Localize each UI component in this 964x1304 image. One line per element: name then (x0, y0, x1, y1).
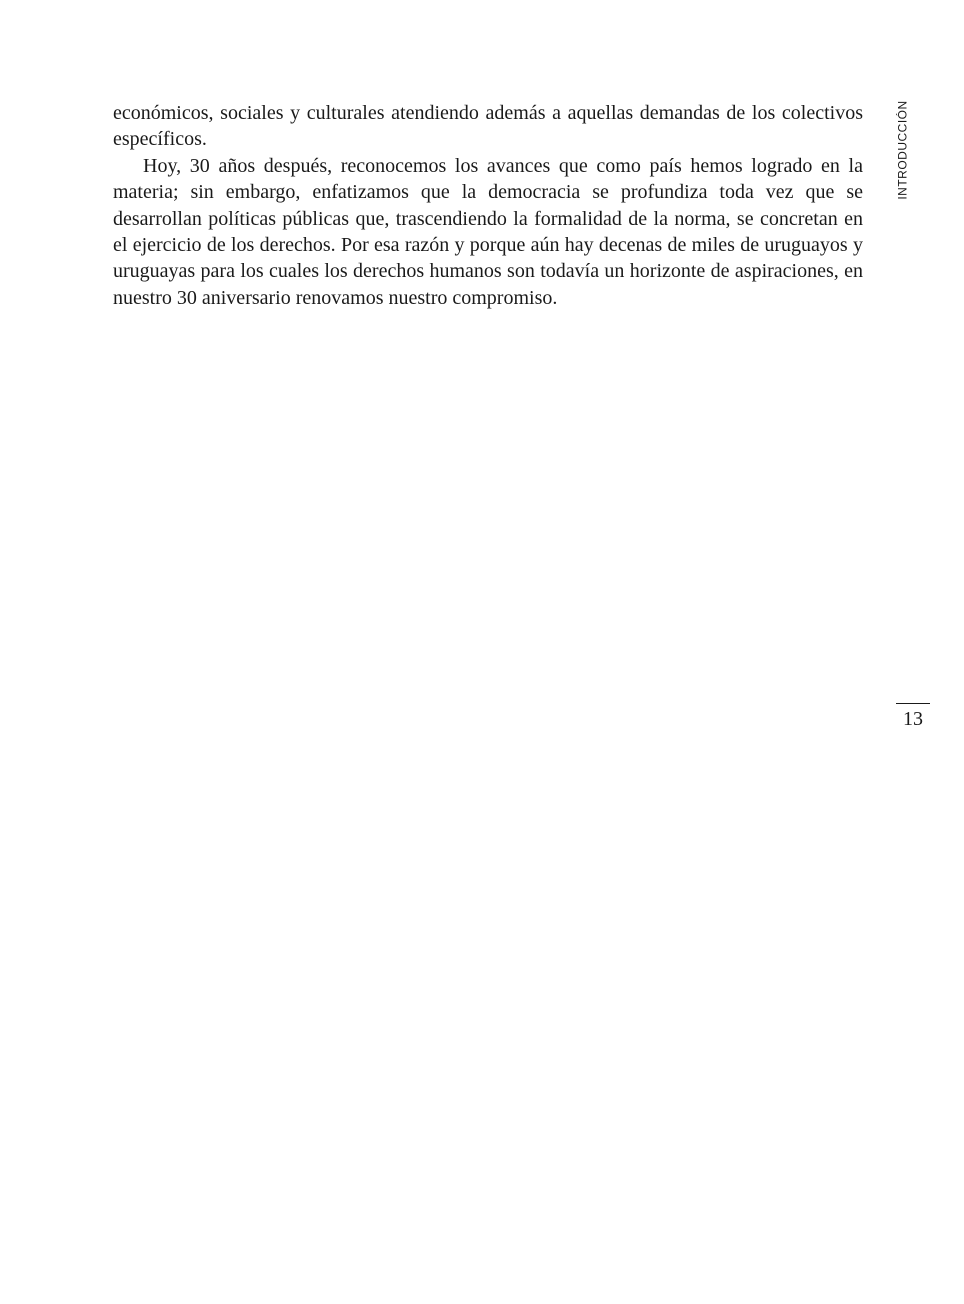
running-section-header (893, 98, 913, 202)
page-number: 13 (903, 708, 923, 730)
page-number-rule (896, 703, 930, 704)
paragraph-continued: económicos, sociales y culturales atendiendo además a aquellas demandas de los colectivos específicos. (113, 102, 863, 151)
body-text (113, 100, 863, 311)
section-label: INTRODUCCIÓN (896, 100, 911, 200)
paragraph: Hoy, 30 años después, reconocemos los avances que como país hemos logrado en la materia; sin embargo, enfatizamos que la democracia se profundiza toda vez que se desarrollan políticas públicas que, trascendiendo la formalidad de la norma, se concretan en el ejercicio de los derechos. Por esa razón y porque aún hay decenas de miles de uruguayos y uruguayas para los cuales los derechos humanos son todavía un horizonte de aspiraciones, en nuestro 30 aniversario renovamos nuestro compromiso. (113, 154, 863, 309)
